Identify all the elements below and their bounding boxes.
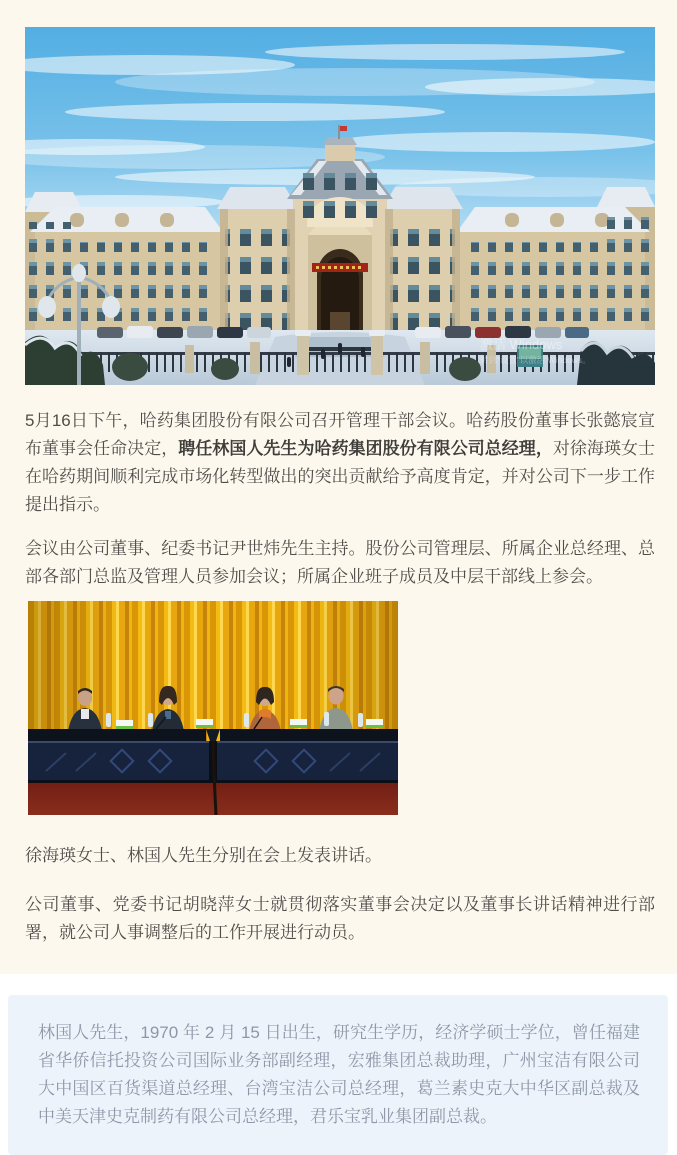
lower-section (0, 995, 677, 1155)
appointment-bold-text: 聘任林国人先生为哈药集团股份有限公司总经理， (178, 439, 553, 458)
entrance-portal (308, 227, 372, 337)
paragraph-speeches: 徐海瑛女士、林国人先生分别在会上发表讲话。 (25, 846, 382, 865)
paragraph-attendees: 会议由公司董事、纪委书记尹世炜先生主持。股份公司管理层、所属企业总经理、总部各部门总监及管理人员参加会议；所属企业班子成员及中层干部线上参会。 (25, 539, 655, 586)
paragraph-announcement: 5月16日下午，哈药集团股份有限公司召开管理干部会议。哈药股份董事长张懿宸宣布董事会任命决定，聘任林国人先生为哈药集团股份有限公司总经理，对徐海瑛女士在哈药期间顺利完成市场化转型做出的突出贡献给予高度肯定，并对公司下一步工作提出指示。 (25, 411, 656, 514)
meeting-photo[interactable] (28, 601, 398, 815)
svg-text:转到“设置”以激活 Windows。: 转到“设置”以激活 Windows。 (480, 355, 591, 365)
bio-text: 林国人先生，1970 年 2 月 15 日出生，研究生学历，经济学硕士学位，曾任福建省华侨信托投资公司国际业务部副经理，宏雅集团总裁助理，广州宝洁有限公司大中国区百货渠道总经理、台湾宝洁公司总经理，葛兰素史克大中华区副总裁及中美天津史克制药有限公司总经理，君乐宝乳业集团副总裁。 (38, 1023, 640, 1126)
bio-box (8, 995, 668, 1155)
paragraph-deployment: 公司董事、党委书记胡晓萍女士就贯彻落实董事会决定以及董事长讲话精神进行部署，就公司人事调整后的工作开展进行动员。 (25, 895, 655, 942)
headquarters-photo[interactable] (25, 27, 655, 385)
svg-text:激活 Windows: 激活 Windows (480, 337, 563, 352)
